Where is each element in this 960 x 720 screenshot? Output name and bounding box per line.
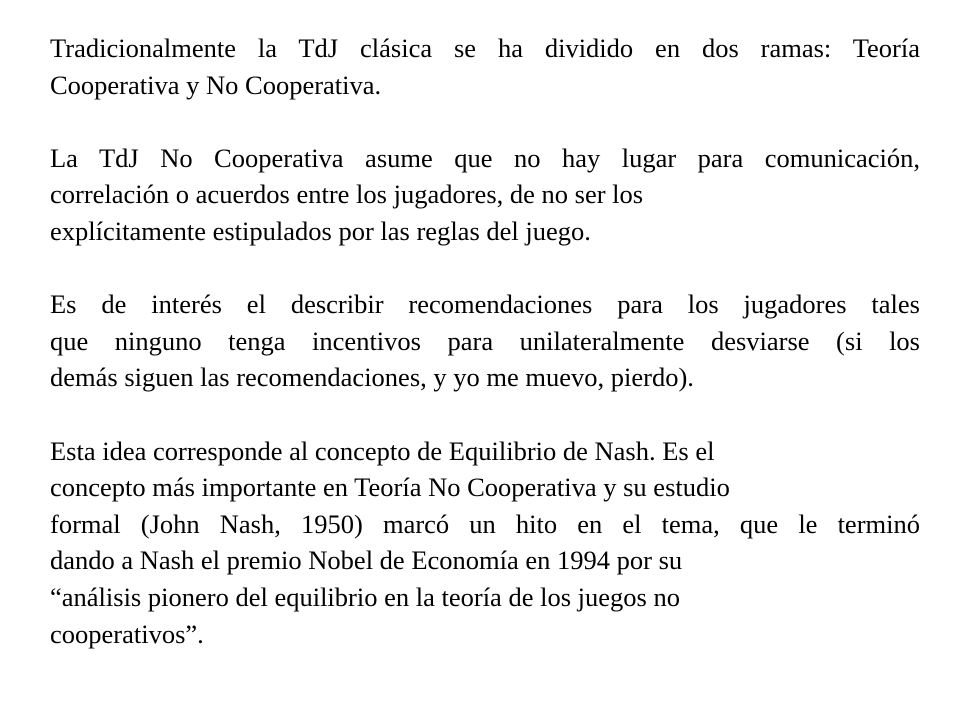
paragraph-spacer	[50, 103, 920, 140]
paragraph-line: explícitamente estipulados por las reglas del juego.	[50, 215, 591, 246]
paragraph-spacer	[50, 396, 920, 433]
paragraph-equilibrio-nash	[50, 433, 920, 653]
paragraph-spacer	[50, 250, 920, 287]
paragraph-line: Es de interés el describir recomendaciones para los jugadores tales	[50, 289, 920, 320]
paragraph-line: concepto más importante en Teoría No Cooperativa y su estudio	[50, 472, 730, 503]
paragraph-line: cooperativos”.	[50, 618, 204, 649]
paragraph-line: “análisis pionero del equilibrio en la teoría de los juegos no	[50, 581, 680, 612]
paragraph-line: Esta idea corresponde al concepto de Equilibrio de Nash. Es el	[50, 435, 715, 466]
paragraph-line: formal (John Nash, 1950) marcó un hito en el tema, que le terminó	[50, 508, 920, 539]
paragraph-ramas	[50, 30, 920, 103]
paragraph-recomendaciones	[50, 286, 920, 396]
paragraph-line: que ninguno tenga incentivos para unilateralmente desviarse (si los	[50, 325, 920, 356]
paragraph-line: correlación o acuerdos entre los jugadores, de no ser los	[50, 179, 644, 210]
paragraph-line: demás siguen las recomendaciones, y yo me muevo, pierdo).	[50, 362, 694, 393]
slide-text	[50, 30, 920, 652]
paragraph-no-cooperativa	[50, 140, 920, 250]
paragraph-line: La TdJ No Cooperativa asume que no hay lugar para comunicación,	[50, 142, 920, 173]
paragraph-line: Cooperativa y No Cooperativa.	[50, 69, 382, 100]
paragraph-line: Tradicionalmente la TdJ clásica se ha dividido en dos ramas: Teoría	[50, 33, 920, 63]
paragraph-line: dando a Nash el premio Nobel de Economía en 1994 por su	[50, 545, 683, 576]
